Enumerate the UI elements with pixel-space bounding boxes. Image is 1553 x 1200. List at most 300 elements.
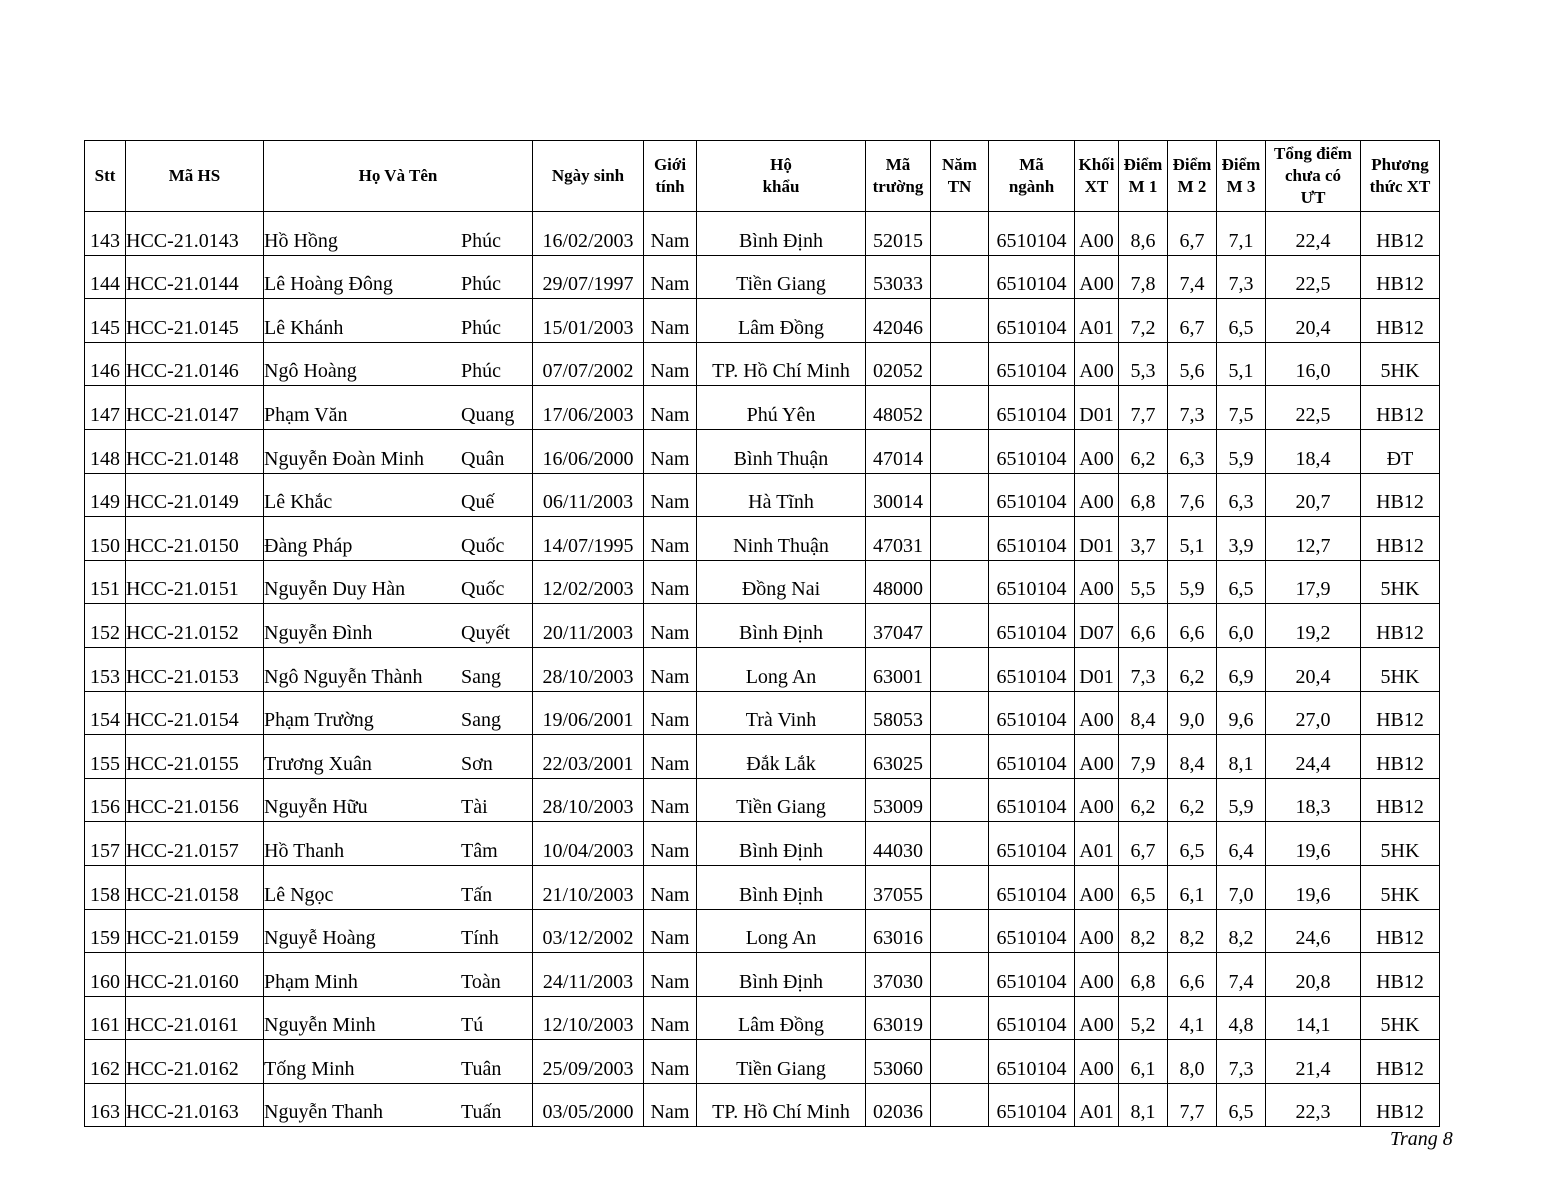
- cell-ngay-sinh: 16/02/2003: [533, 212, 644, 256]
- cell-stt: 158: [85, 865, 126, 909]
- cell-tong-diem: 18,4: [1266, 429, 1361, 473]
- table-row: [85, 909, 1440, 953]
- cell-phuong-thuc: HB12: [1361, 953, 1440, 997]
- cell-khoi: A01: [1075, 822, 1119, 866]
- cell-gioi-tinh: Nam: [644, 429, 697, 473]
- cell-diem-m2: 6,7: [1168, 299, 1217, 343]
- cell-ho-khau: Tiền Giang: [697, 1040, 866, 1084]
- last-middle-name: Hồ Hồng: [264, 229, 338, 252]
- cell-tong-diem: 22,5: [1266, 255, 1361, 299]
- cell-diem-m1: 6,6: [1119, 604, 1168, 648]
- cell-phuong-thuc: 5HK: [1361, 865, 1440, 909]
- cell-khoi: A00: [1075, 429, 1119, 473]
- cell-khoi: A01: [1075, 1083, 1119, 1127]
- cell-phuong-thuc: HB12: [1361, 1040, 1440, 1084]
- cell-ho-khau: Lâm Đồng: [697, 996, 866, 1040]
- cell-nam-tn: [931, 299, 989, 343]
- table-row: [85, 996, 1440, 1040]
- table-row: [85, 386, 1440, 430]
- cell-phuong-thuc: HB12: [1361, 909, 1440, 953]
- cell-ma-nganh: 6510104: [989, 1083, 1075, 1127]
- cell-ho-ten: [264, 691, 533, 735]
- cell-ngay-sinh: 21/10/2003: [533, 865, 644, 909]
- cell-ho-ten: [264, 255, 533, 299]
- cell-ma-truong: 63025: [866, 735, 931, 779]
- cell-ho-ten: [264, 1083, 533, 1127]
- cell-tong-diem: 16,0: [1266, 342, 1361, 386]
- first-name: Tâm: [461, 839, 498, 862]
- cell-ngay-sinh: 12/02/2003: [533, 560, 644, 604]
- cell-ma-hs: HCC-21.0144: [126, 255, 264, 299]
- cell-ma-hs: HCC-21.0153: [126, 647, 264, 691]
- cell-khoi: D07: [1075, 604, 1119, 648]
- cell-ma-hs: HCC-21.0151: [126, 560, 264, 604]
- cell-khoi: A00: [1075, 560, 1119, 604]
- cell-diem-m2: 6,6: [1168, 604, 1217, 648]
- header-ngay-sinh: Ngày sinh: [533, 141, 644, 212]
- cell-diem-m3: 5,9: [1217, 778, 1266, 822]
- cell-khoi: D01: [1075, 386, 1119, 430]
- cell-ho-khau: TP. Hồ Chí Minh: [697, 342, 866, 386]
- cell-ma-hs: HCC-21.0163: [126, 1083, 264, 1127]
- last-middle-name: Ngô Nguyễn Thành: [264, 665, 423, 688]
- cell-gioi-tinh: Nam: [644, 778, 697, 822]
- cell-gioi-tinh: Nam: [644, 822, 697, 866]
- cell-ho-khau: Bình Định: [697, 865, 866, 909]
- cell-diem-m2: 4,1: [1168, 996, 1217, 1040]
- cell-ngay-sinh: 19/06/2001: [533, 691, 644, 735]
- cell-diem-m2: 6,2: [1168, 647, 1217, 691]
- cell-diem-m3: 6,9: [1217, 647, 1266, 691]
- cell-phuong-thuc: ĐT: [1361, 429, 1440, 473]
- cell-stt: 160: [85, 953, 126, 997]
- first-name: Quân: [461, 447, 505, 470]
- cell-diem-m3: 7,1: [1217, 212, 1266, 256]
- cell-diem-m3: 6,4: [1217, 822, 1266, 866]
- cell-ngay-sinh: 10/04/2003: [533, 822, 644, 866]
- cell-ho-khau: Hà Tĩnh: [697, 473, 866, 517]
- cell-ma-nganh: 6510104: [989, 953, 1075, 997]
- cell-phuong-thuc: HB12: [1361, 691, 1440, 735]
- cell-ngay-sinh: 16/06/2000: [533, 429, 644, 473]
- cell-ma-nganh: 6510104: [989, 1040, 1075, 1084]
- cell-diem-m3: 7,0: [1217, 865, 1266, 909]
- table-row: [85, 822, 1440, 866]
- cell-diem-m1: 8,4: [1119, 691, 1168, 735]
- first-name: Quyết: [461, 621, 510, 644]
- first-name: Sơn: [461, 752, 493, 775]
- cell-ma-nganh: 6510104: [989, 996, 1075, 1040]
- cell-diem-m3: 8,1: [1217, 735, 1266, 779]
- cell-gioi-tinh: Nam: [644, 342, 697, 386]
- cell-nam-tn: [931, 429, 989, 473]
- cell-khoi: D01: [1075, 517, 1119, 561]
- cell-ho-khau: Bình Định: [697, 822, 866, 866]
- cell-ngay-sinh: 15/01/2003: [533, 299, 644, 343]
- cell-nam-tn: [931, 909, 989, 953]
- cell-ma-truong: 37055: [866, 865, 931, 909]
- cell-stt: 161: [85, 996, 126, 1040]
- first-name: Phúc: [461, 273, 501, 296]
- header-diem-m1: Điểm M 1: [1119, 141, 1168, 212]
- table-row: [85, 865, 1440, 909]
- cell-stt: 163: [85, 1083, 126, 1127]
- cell-ma-truong: 47014: [866, 429, 931, 473]
- cell-diem-m3: 7,3: [1217, 1040, 1266, 1084]
- table-row: [85, 299, 1440, 343]
- cell-tong-diem: 20,4: [1266, 299, 1361, 343]
- last-middle-name: Lê Khắc: [264, 491, 333, 514]
- cell-tong-diem: 20,8: [1266, 953, 1361, 997]
- cell-phuong-thuc: HB12: [1361, 299, 1440, 343]
- header-ma-nganh: Mã ngành: [989, 141, 1075, 212]
- header-khoi-xt: Khối XT: [1075, 141, 1119, 212]
- cell-ho-khau: Phú Yên: [697, 386, 866, 430]
- cell-khoi: A00: [1075, 691, 1119, 735]
- cell-tong-diem: 20,4: [1266, 647, 1361, 691]
- cell-diem-m1: 7,7: [1119, 386, 1168, 430]
- first-name: Phúc: [461, 316, 501, 339]
- cell-ma-hs: HCC-21.0161: [126, 996, 264, 1040]
- cell-gioi-tinh: Nam: [644, 1040, 697, 1084]
- cell-gioi-tinh: Nam: [644, 865, 697, 909]
- table-row: [85, 735, 1440, 779]
- last-middle-name: Nguyễn Minh: [264, 1014, 376, 1037]
- cell-ma-truong: 02036: [866, 1083, 931, 1127]
- cell-ma-truong: 48000: [866, 560, 931, 604]
- cell-diem-m1: 5,3: [1119, 342, 1168, 386]
- cell-ho-khau: Trà Vinh: [697, 691, 866, 735]
- cell-tong-diem: 24,4: [1266, 735, 1361, 779]
- table-row: [85, 517, 1440, 561]
- first-name: Tuấn: [461, 1101, 502, 1124]
- cell-ngay-sinh: 03/12/2002: [533, 909, 644, 953]
- cell-nam-tn: [931, 647, 989, 691]
- cell-stt: 152: [85, 604, 126, 648]
- cell-ho-ten: [264, 429, 533, 473]
- table-row: [85, 560, 1440, 604]
- cell-diem-m1: 7,3: [1119, 647, 1168, 691]
- table-row: [85, 255, 1440, 299]
- cell-stt: 149: [85, 473, 126, 517]
- cell-phuong-thuc: 5HK: [1361, 647, 1440, 691]
- cell-stt: 156: [85, 778, 126, 822]
- cell-ho-khau: Ninh Thuận: [697, 517, 866, 561]
- cell-gioi-tinh: Nam: [644, 560, 697, 604]
- cell-ho-ten: [264, 865, 533, 909]
- first-name: Quang: [461, 403, 515, 426]
- first-name: Tấn: [461, 883, 493, 906]
- cell-nam-tn: [931, 822, 989, 866]
- cell-ngay-sinh: 24/11/2003: [533, 953, 644, 997]
- cell-gioi-tinh: Nam: [644, 212, 697, 256]
- cell-ho-ten: [264, 1040, 533, 1084]
- cell-phuong-thuc: HB12: [1361, 604, 1440, 648]
- cell-phuong-thuc: 5HK: [1361, 822, 1440, 866]
- cell-ho-ten: [264, 386, 533, 430]
- cell-phuong-thuc: HB12: [1361, 735, 1440, 779]
- cell-ma-nganh: 6510104: [989, 865, 1075, 909]
- cell-nam-tn: [931, 473, 989, 517]
- table-row: [85, 429, 1440, 473]
- cell-tong-diem: 17,9: [1266, 560, 1361, 604]
- cell-diem-m1: 5,2: [1119, 996, 1168, 1040]
- cell-phuong-thuc: HB12: [1361, 473, 1440, 517]
- last-middle-name: Nguyễ Hoàng: [264, 927, 376, 950]
- cell-tong-diem: 24,6: [1266, 909, 1361, 953]
- cell-diem-m2: 7,3: [1168, 386, 1217, 430]
- cell-ma-truong: 63019: [866, 996, 931, 1040]
- cell-diem-m3: 6,5: [1217, 1083, 1266, 1127]
- cell-tong-diem: 27,0: [1266, 691, 1361, 735]
- cell-diem-m1: 6,7: [1119, 822, 1168, 866]
- table-row: [85, 604, 1440, 648]
- cell-ma-nganh: 6510104: [989, 212, 1075, 256]
- header-tong-diem: Tổng điểm chưa có ƯT: [1266, 141, 1361, 212]
- header-ho-khau: Hộ khẩu: [697, 141, 866, 212]
- cell-ngay-sinh: 07/07/2002: [533, 342, 644, 386]
- cell-ho-ten: [264, 342, 533, 386]
- cell-gioi-tinh: Nam: [644, 386, 697, 430]
- cell-ma-hs: HCC-21.0156: [126, 778, 264, 822]
- cell-tong-diem: 21,4: [1266, 1040, 1361, 1084]
- cell-nam-tn: [931, 342, 989, 386]
- cell-khoi: D01: [1075, 647, 1119, 691]
- cell-khoi: A00: [1075, 735, 1119, 779]
- cell-diem-m3: 9,6: [1217, 691, 1266, 735]
- cell-diem-m2: 6,5: [1168, 822, 1217, 866]
- cell-khoi: A00: [1075, 212, 1119, 256]
- cell-stt: 162: [85, 1040, 126, 1084]
- cell-ma-nganh: 6510104: [989, 517, 1075, 561]
- cell-tong-diem: 19,2: [1266, 604, 1361, 648]
- cell-nam-tn: [931, 778, 989, 822]
- cell-diem-m2: 8,4: [1168, 735, 1217, 779]
- cell-diem-m2: 6,7: [1168, 212, 1217, 256]
- cell-gioi-tinh: Nam: [644, 909, 697, 953]
- cell-ma-nganh: 6510104: [989, 560, 1075, 604]
- cell-khoi: A00: [1075, 1040, 1119, 1084]
- table-row: [85, 1083, 1440, 1127]
- cell-ho-khau: Bình Định: [697, 604, 866, 648]
- cell-diem-m2: 8,2: [1168, 909, 1217, 953]
- cell-ho-khau: Đồng Nai: [697, 560, 866, 604]
- cell-ma-truong: 44030: [866, 822, 931, 866]
- cell-stt: 154: [85, 691, 126, 735]
- cell-ho-khau: Long An: [697, 647, 866, 691]
- first-name: Tú: [461, 1014, 484, 1037]
- cell-ho-khau: Tiền Giang: [697, 778, 866, 822]
- cell-ho-khau: Đắk Lắk: [697, 735, 866, 779]
- cell-ma-nganh: 6510104: [989, 255, 1075, 299]
- cell-diem-m2: 7,6: [1168, 473, 1217, 517]
- cell-ma-truong: 02052: [866, 342, 931, 386]
- table-row: [85, 691, 1440, 735]
- cell-tong-diem: 12,7: [1266, 517, 1361, 561]
- cell-stt: 153: [85, 647, 126, 691]
- cell-ma-hs: HCC-21.0150: [126, 517, 264, 561]
- cell-gioi-tinh: Nam: [644, 473, 697, 517]
- cell-diem-m1: 7,8: [1119, 255, 1168, 299]
- cell-ho-ten: [264, 473, 533, 517]
- cell-ho-ten: [264, 604, 533, 648]
- cell-ho-ten: [264, 647, 533, 691]
- cell-diem-m3: 4,8: [1217, 996, 1266, 1040]
- cell-stt: 155: [85, 735, 126, 779]
- cell-ma-nganh: 6510104: [989, 647, 1075, 691]
- cell-ma-nganh: 6510104: [989, 691, 1075, 735]
- cell-stt: 150: [85, 517, 126, 561]
- cell-nam-tn: [931, 212, 989, 256]
- cell-diem-m3: 6,5: [1217, 299, 1266, 343]
- cell-ho-ten: [264, 822, 533, 866]
- cell-khoi: A01: [1075, 299, 1119, 343]
- cell-ma-truong: 63001: [866, 647, 931, 691]
- cell-phuong-thuc: HB12: [1361, 255, 1440, 299]
- header-nam-tn: Năm TN: [931, 141, 989, 212]
- last-middle-name: Lê Khánh: [264, 316, 344, 339]
- cell-diem-m3: 5,9: [1217, 429, 1266, 473]
- first-name: Quế: [461, 491, 495, 514]
- cell-gioi-tinh: Nam: [644, 996, 697, 1040]
- cell-ngay-sinh: 20/11/2003: [533, 604, 644, 648]
- cell-khoi: A00: [1075, 909, 1119, 953]
- cell-diem-m2: 8,0: [1168, 1040, 1217, 1084]
- cell-ho-ten: [264, 778, 533, 822]
- header-ma-truong: Mã trường: [866, 141, 931, 212]
- cell-diem-m1: 8,6: [1119, 212, 1168, 256]
- cell-ma-hs: HCC-21.0148: [126, 429, 264, 473]
- cell-tong-diem: 18,3: [1266, 778, 1361, 822]
- cell-ma-truong: 37030: [866, 953, 931, 997]
- cell-stt: 145: [85, 299, 126, 343]
- cell-gioi-tinh: Nam: [644, 299, 697, 343]
- first-name: Quốc: [461, 578, 505, 601]
- cell-diem-m3: 7,3: [1217, 255, 1266, 299]
- cell-tong-diem: 19,6: [1266, 822, 1361, 866]
- last-middle-name: Nguyễn Đình: [264, 621, 373, 644]
- table-row: [85, 647, 1440, 691]
- cell-diem-m3: 7,4: [1217, 953, 1266, 997]
- cell-diem-m2: 6,6: [1168, 953, 1217, 997]
- last-middle-name: Nguyễn Hữu: [264, 796, 368, 819]
- cell-gioi-tinh: Nam: [644, 517, 697, 561]
- cell-tong-diem: 20,7: [1266, 473, 1361, 517]
- last-middle-name: Lê Hoàng Đông: [264, 273, 393, 296]
- table-header: [85, 141, 1440, 212]
- cell-ma-nganh: 6510104: [989, 473, 1075, 517]
- table-row: [85, 953, 1440, 997]
- cell-ma-hs: HCC-21.0155: [126, 735, 264, 779]
- cell-ma-truong: 52015: [866, 212, 931, 256]
- cell-diem-m3: 6,3: [1217, 473, 1266, 517]
- cell-ho-ten: [264, 909, 533, 953]
- cell-ho-khau: Bình Định: [697, 212, 866, 256]
- cell-diem-m1: 6,1: [1119, 1040, 1168, 1084]
- cell-nam-tn: [931, 1083, 989, 1127]
- cell-ho-ten: [264, 560, 533, 604]
- cell-tong-diem: 22,5: [1266, 386, 1361, 430]
- cell-ma-hs: HCC-21.0158: [126, 865, 264, 909]
- cell-ma-truong: 58053: [866, 691, 931, 735]
- cell-khoi: A00: [1075, 255, 1119, 299]
- cell-stt: 143: [85, 212, 126, 256]
- cell-ma-nganh: 6510104: [989, 342, 1075, 386]
- cell-ngay-sinh: 06/11/2003: [533, 473, 644, 517]
- last-middle-name: Nguyễn Duy Hàn: [264, 578, 406, 601]
- table-row: [85, 778, 1440, 822]
- cell-phuong-thuc: HB12: [1361, 212, 1440, 256]
- cell-ma-truong: 53060: [866, 1040, 931, 1084]
- cell-nam-tn: [931, 691, 989, 735]
- cell-ma-hs: HCC-21.0154: [126, 691, 264, 735]
- first-name: Tuân: [461, 1057, 502, 1080]
- cell-gioi-tinh: Nam: [644, 735, 697, 779]
- cell-ho-ten: [264, 212, 533, 256]
- cell-gioi-tinh: Nam: [644, 647, 697, 691]
- cell-ma-hs: HCC-21.0152: [126, 604, 264, 648]
- cell-diem-m3: 3,9: [1217, 517, 1266, 561]
- cell-diem-m1: 6,2: [1119, 778, 1168, 822]
- cell-ngay-sinh: 03/05/2000: [533, 1083, 644, 1127]
- cell-diem-m1: 6,2: [1119, 429, 1168, 473]
- cell-nam-tn: [931, 386, 989, 430]
- cell-tong-diem: 22,4: [1266, 212, 1361, 256]
- cell-ho-ten: [264, 299, 533, 343]
- cell-ma-nganh: 6510104: [989, 299, 1075, 343]
- table-row: [85, 342, 1440, 386]
- cell-ma-truong: 47031: [866, 517, 931, 561]
- cell-nam-tn: [931, 560, 989, 604]
- cell-ngay-sinh: 25/09/2003: [533, 1040, 644, 1084]
- cell-gioi-tinh: Nam: [644, 604, 697, 648]
- cell-ma-nganh: 6510104: [989, 386, 1075, 430]
- table-body: [85, 212, 1440, 1127]
- cell-ma-truong: 37047: [866, 604, 931, 648]
- cell-diem-m1: 7,9: [1119, 735, 1168, 779]
- cell-ma-hs: HCC-21.0159: [126, 909, 264, 953]
- cell-tong-diem: 22,3: [1266, 1083, 1361, 1127]
- first-name: Tính: [461, 927, 499, 950]
- last-middle-name: Nguyễn Thanh: [264, 1101, 384, 1124]
- cell-ho-khau: Tiền Giang: [697, 255, 866, 299]
- cell-ma-truong: 63016: [866, 909, 931, 953]
- cell-ho-khau: TP. Hồ Chí Minh: [697, 1083, 866, 1127]
- header-gioi-tinh: Giới tính: [644, 141, 697, 212]
- cell-diem-m2: 9,0: [1168, 691, 1217, 735]
- cell-nam-tn: [931, 255, 989, 299]
- cell-phuong-thuc: 5HK: [1361, 342, 1440, 386]
- cell-ma-hs: HCC-21.0146: [126, 342, 264, 386]
- cell-khoi: A00: [1075, 778, 1119, 822]
- cell-phuong-thuc: 5HK: [1361, 560, 1440, 604]
- cell-diem-m3: 7,5: [1217, 386, 1266, 430]
- header-ma-hs: Mã HS: [126, 141, 264, 212]
- cell-nam-tn: [931, 517, 989, 561]
- cell-ma-truong: 42046: [866, 299, 931, 343]
- cell-diem-m1: 8,2: [1119, 909, 1168, 953]
- cell-ma-truong: 30014: [866, 473, 931, 517]
- cell-ma-nganh: 6510104: [989, 735, 1075, 779]
- cell-ma-nganh: 6510104: [989, 909, 1075, 953]
- cell-ngay-sinh: 17/06/2003: [533, 386, 644, 430]
- cell-diem-m2: 7,4: [1168, 255, 1217, 299]
- cell-ngay-sinh: 22/03/2001: [533, 735, 644, 779]
- cell-stt: 144: [85, 255, 126, 299]
- cell-tong-diem: 19,6: [1266, 865, 1361, 909]
- cell-ma-hs: HCC-21.0162: [126, 1040, 264, 1084]
- cell-nam-tn: [931, 953, 989, 997]
